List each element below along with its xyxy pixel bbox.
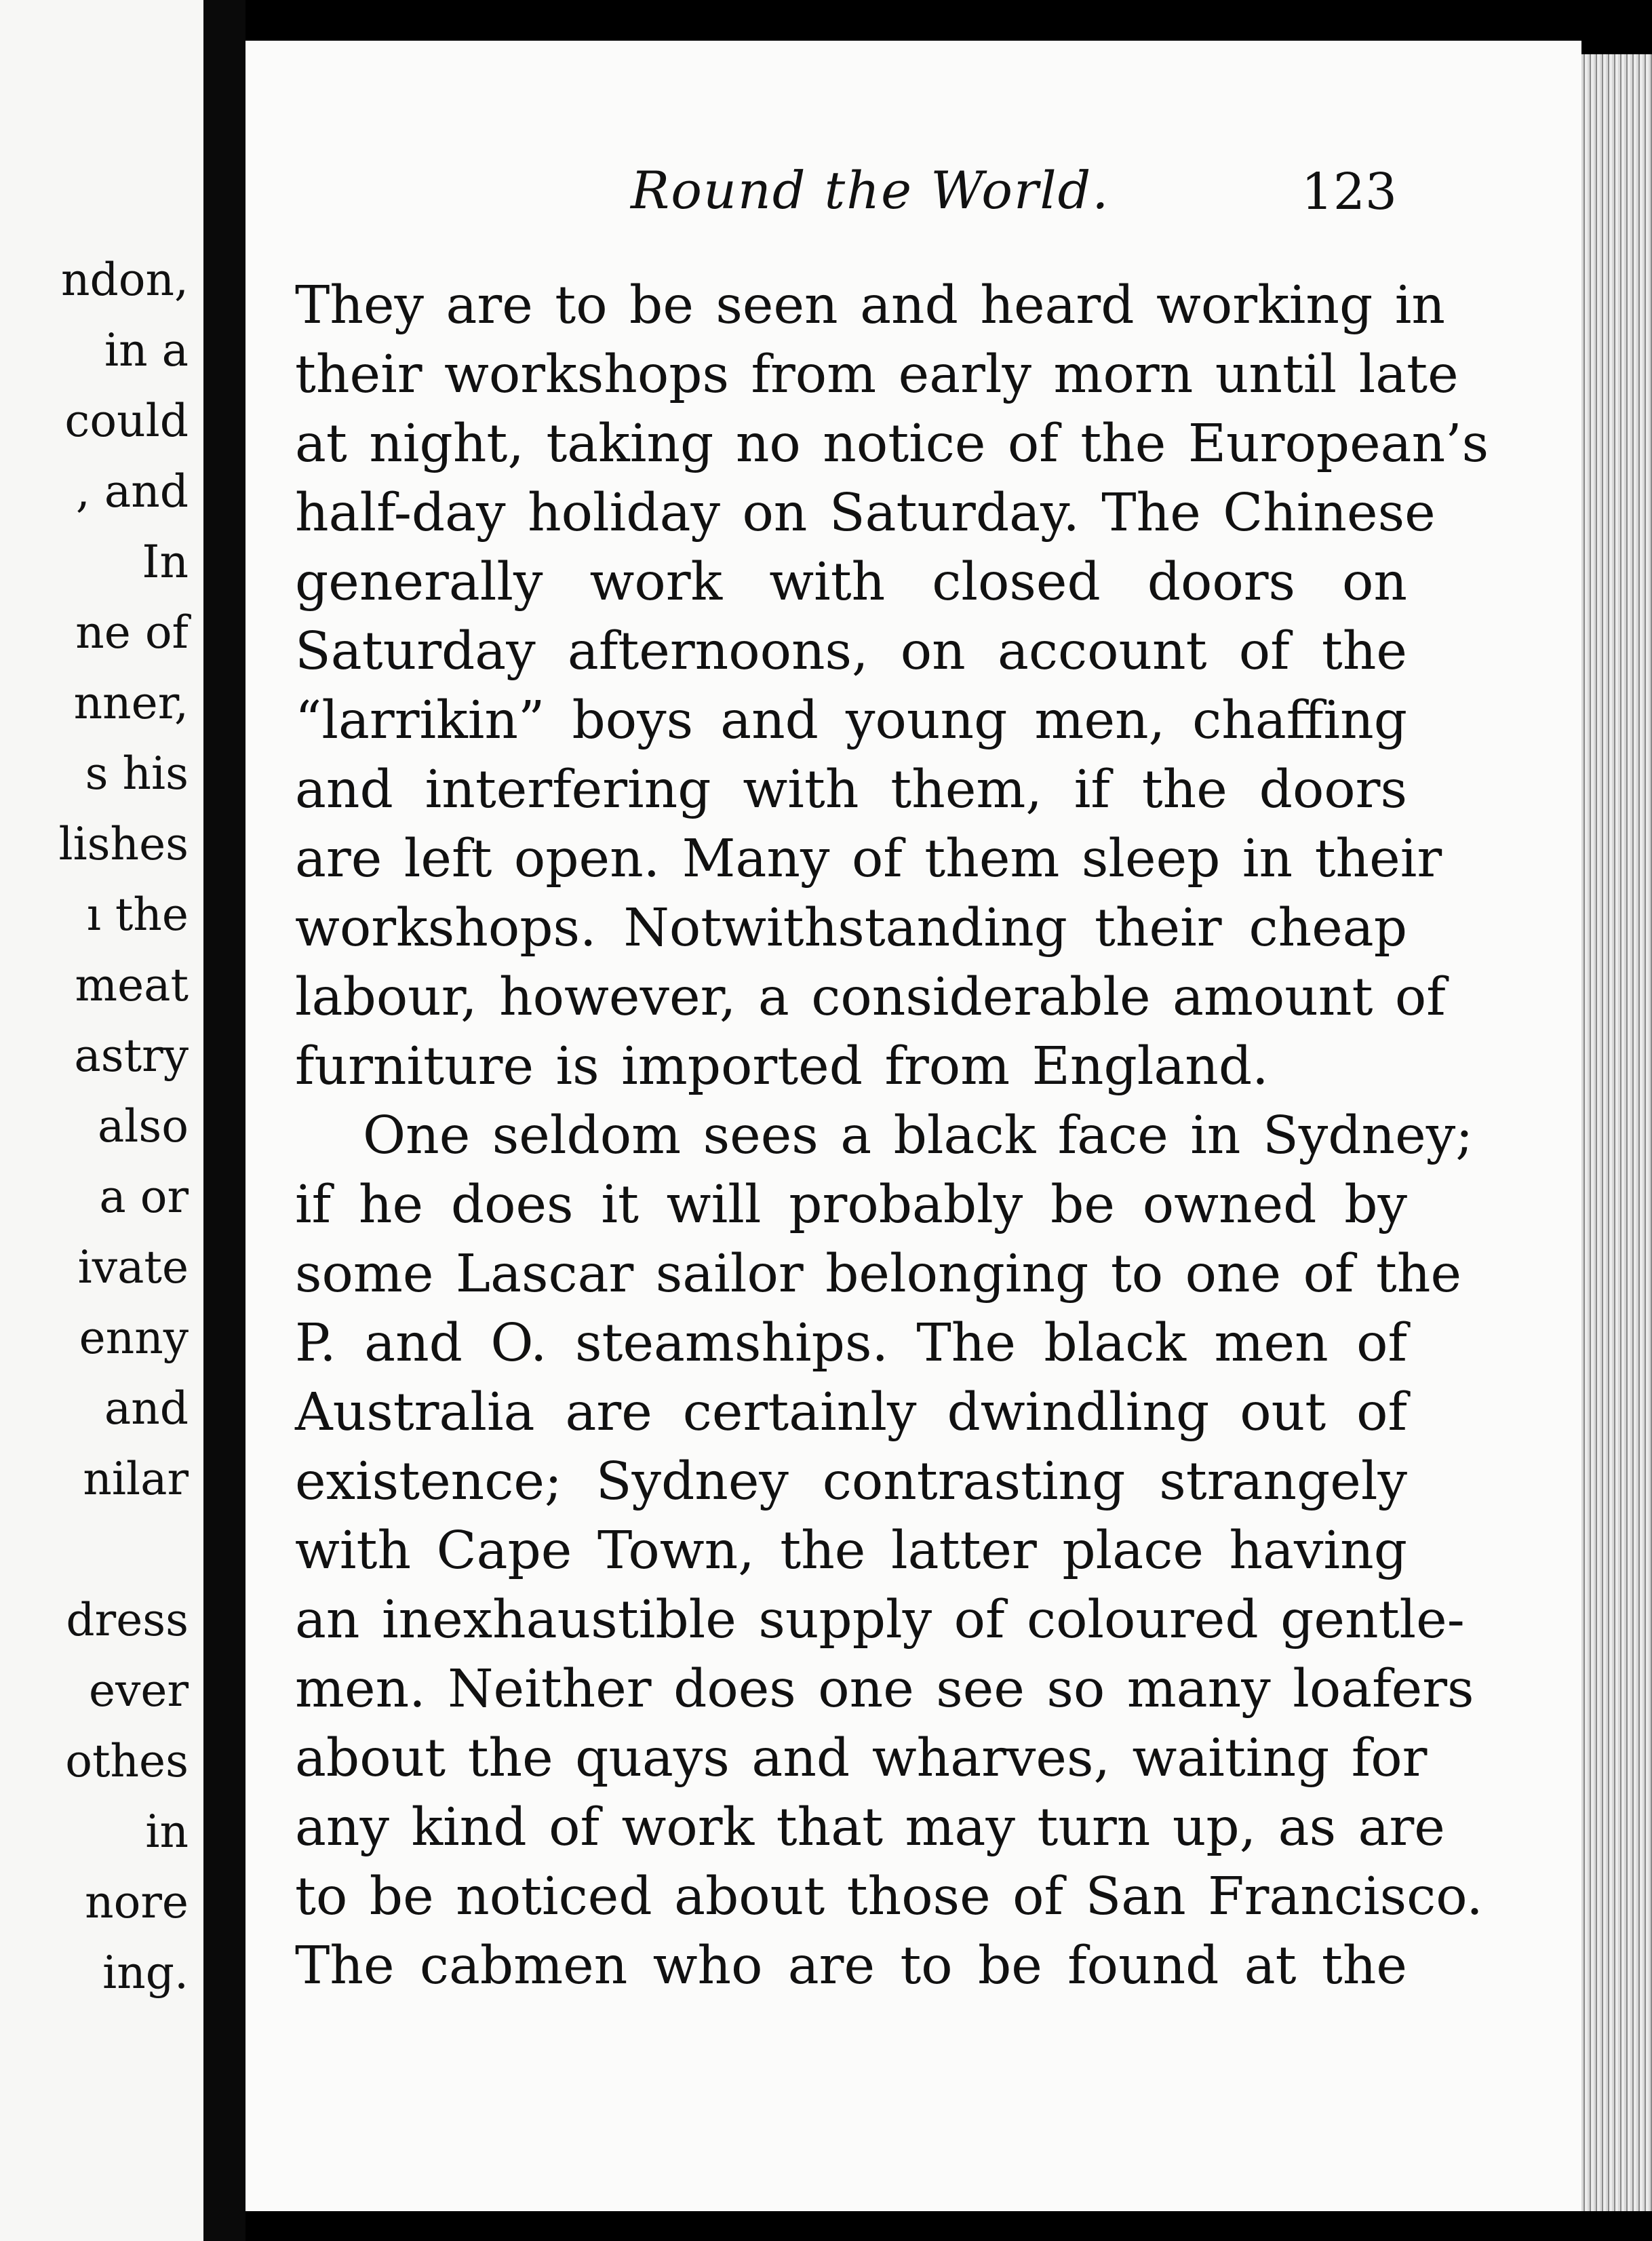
left-page-line: ing. [102,1947,189,1999]
left-page-line: in a [104,324,189,376]
text-line: The cabmen who are to be found at the [295,1936,1407,1996]
left-page-line: lishes [58,818,189,870]
left-page-line: ı the [86,889,189,941]
text-line: half-day holiday on Saturday. The Chinese [295,483,1436,543]
left-page-line: nore [85,1876,189,1928]
left-page-line: , and [75,465,189,518]
body-text [295,271,1489,2001]
text-line: One seldom sees a black face in Sydney; [363,1106,1474,1166]
left-page-line: enny [79,1312,189,1364]
text-line: if he does it will probably be owned by [295,1175,1407,1235]
left-page-line: and [104,1382,189,1435]
left-page-line: ne of [75,606,189,659]
running-head [380,160,1411,221]
text-line: “larrikin” boys and young men, chaffing [295,690,1407,751]
left-page-line: ever [89,1664,189,1717]
text-line: an inexhaustible supply of coloured gentle- [295,1590,1465,1650]
left-page-line: in [145,1806,189,1858]
left-page-line: ivate [77,1241,189,1293]
text-line: They are to be seen and heard working in [295,275,1445,336]
text-line: any kind of work that may turn up, as are [295,1797,1445,1858]
left-page-line: nner, [73,677,189,729]
text-line: men. Neither does one see so many loafers [295,1659,1474,1719]
text-line: generally work with closed doors on [295,552,1407,612]
text-line: furniture is imported from England. [295,1036,1269,1097]
left-page-line: could [64,395,189,447]
text-line: are left open. Many of them sleep in their [295,829,1442,889]
text-line: their workshops from early morn until late [295,345,1459,405]
left-page-line: othes [65,1735,189,1787]
left-page-line: astry [74,1030,189,1082]
page-edges [1581,54,1652,2211]
left-page-line: a or [99,1171,189,1223]
running-title: Round the World. [631,160,1110,220]
left-page-line: also [97,1100,189,1152]
text-line: P. and O. steamships. The black men of [295,1313,1407,1373]
text-line: some Lascar sailor belonging to one of the [295,1244,1462,1304]
left-page-line: ndon, [61,254,189,306]
text-line: and interfering with them, if the doors [295,760,1407,820]
left-page-fragment [0,0,203,2241]
text-line: existence; Sydney contrasting strangely [295,1451,1407,1512]
text-line: with Cape Town, the latter place having [295,1521,1407,1581]
text-line: to be noticed about those of San Francisco. [295,1867,1483,1927]
left-page-line: s his [85,747,189,800]
paragraph-2 [295,1102,1483,2001]
left-page-line: nilar [83,1453,189,1505]
page-number: 123 [1301,163,1397,221]
left-page-line: In [142,536,189,588]
left-page-line: meat [75,959,189,1011]
text-line: Saturday afternoons, on account of the [295,621,1407,682]
text-line: about the quays and wharves, waiting for [295,1728,1428,1789]
paragraph-1 [295,271,1489,1102]
book-gutter [203,0,245,2241]
text-line: labour, however, a considerable amount of [295,967,1446,1028]
text-line: workshops. Notwithstanding their cheap [295,898,1407,958]
left-page-line: dress [66,1594,189,1646]
text-line: at night, taking no notice of the European’s [295,414,1489,474]
text-line: Australia are certainly dwindling out of [295,1382,1407,1443]
